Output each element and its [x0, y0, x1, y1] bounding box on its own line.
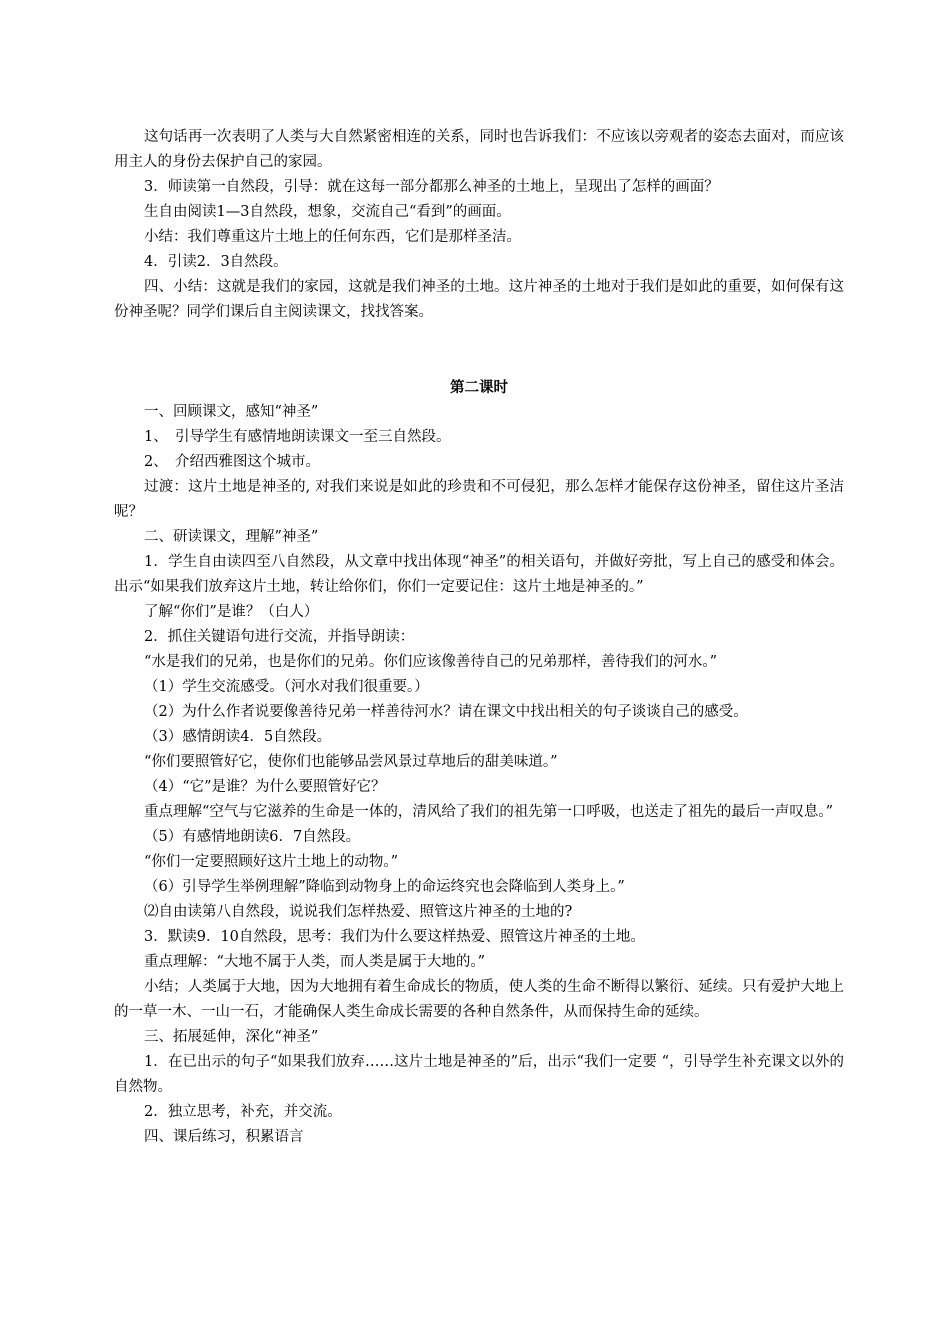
paragraph: 一、回顾课文，感知“神圣”	[144, 404, 319, 420]
section-1	[114, 125, 844, 325]
section-spacer	[114, 325, 844, 375]
paragraph: 1．学生自由读四至八自然段，从文章中找出体现“神圣”的相关语句，并做好旁批，写上自己的感受和体会。出示“如果我们放弃这片土地，转让给你们，你们一定要记住：这片土地是神圣的。”	[114, 554, 844, 595]
paragraph: 四、课后练习，积累语言	[144, 1129, 304, 1145]
paragraph: 了解“你们”是谁？（白人）	[144, 604, 319, 620]
paragraph: “你们一定要照顾好这片土地上的动物。”	[144, 854, 399, 870]
section-title: 第二课时	[450, 379, 508, 396]
paragraph: 三、拓展延伸，深化“神圣”	[144, 1029, 319, 1045]
paragraph: 4．引读2．3自然段。	[144, 254, 288, 270]
paragraph: 重点理解：“大地不属于人类，而人类是属于大地的。”	[144, 954, 486, 970]
paragraph: 2．独立思考，补充，并交流。	[144, 1104, 342, 1120]
paragraph: 小结：我们尊重这片土地上的任何东西，它们是那样圣洁。	[144, 229, 521, 245]
paragraph: （3）感情朗读4．5自然段。	[144, 729, 332, 745]
paragraph: 生自由阅读1—3自然段，想象，交流自己“看到”的画面。	[144, 204, 511, 220]
paragraph: （1）学生交流感受。（河水对我们很重要。）	[144, 679, 429, 695]
paragraph: 2、 介绍西雅图这个城市。	[144, 454, 320, 470]
paragraph: 2．抓住关键语句进行交流，并指导朗读：	[144, 629, 415, 645]
document-page	[114, 125, 844, 1150]
paragraph: 1．在已出示的句子“如果我们放弃……这片土地是神圣的”后，出示“我们一定要 “，引导学生补充课文以外的自然物。	[114, 1054, 844, 1095]
section-2	[114, 375, 844, 1150]
paragraph: （6）引导学生举例理解”降临到动物身上的命运终究也会降临到人类身上。”	[144, 879, 625, 895]
paragraph: “水是我们的兄弟，也是你们的兄弟。你们应该像善待自己的兄弟那样，善待我们的河水。”	[144, 654, 718, 670]
paragraph: “你们要照管好它，使你们也能够品尝风景过草地后的甜美味道。”	[144, 754, 558, 770]
paragraph: 四、小结：这就是我们的家园，这就是我们神圣的土地。这片神圣的土地对于我们是如此的重要，如何保有这份神圣呢？同学们课后自主阅读课文，找找答案。	[114, 279, 844, 320]
paragraph: 3．默读9．10自然段，思考：我们为什么要这样热爱、照管这片神圣的土地。	[144, 929, 645, 945]
paragraph: 1、 引导学生有感情地朗读课文一至三自然段。	[144, 429, 451, 445]
paragraph: （2）为什么作者说要像善待兄弟一样善待河水？请在课文中找出相关的句子谈谈自己的感受。	[144, 704, 748, 720]
paragraph: 过渡：这片土地是神圣的, 对我们来说是如此的珍贵和不可侵犯，那么怎样才能保存这份神圣，留住这片圣洁呢？	[114, 479, 844, 520]
paragraph: （4）“它”是谁？为什么要照管好它？	[144, 779, 386, 795]
paragraph: 3．师读第一自然段，引导：就在这每一部分都那么神圣的土地上，呈现出了怎样的画面？	[144, 179, 719, 195]
paragraph: 重点理解“空气与它滋养的生命是一体的，清风给了我们的祖先第一口呼吸，也送走了祖先的最后一声叹息。”	[144, 804, 834, 820]
paragraph: ⑵自由读第八自然段，说说我们怎样热爱、照管这片神圣的土地的?	[144, 904, 573, 920]
paragraph: 小结；人类属于大地，因为大地拥有着生命成长的物质，使人类的生命不断得以繁衍、延续。只有爱护大地上的一草一木、一山一石，才能确保人类生命成长需要的各种自然条件，从而保持生命的延续。	[114, 979, 844, 1020]
paragraph: 二、研读课文，理解”神圣”	[144, 529, 319, 545]
paragraph: （5）有感情地朗读6．7自然段。	[144, 829, 361, 845]
paragraph: 这句话再一次表明了人类与大自然紧密相连的关系，同时也告诉我们：不应该以旁观者的姿态去面对，而应该用主人的身份去保护自己的家园。	[114, 129, 844, 170]
